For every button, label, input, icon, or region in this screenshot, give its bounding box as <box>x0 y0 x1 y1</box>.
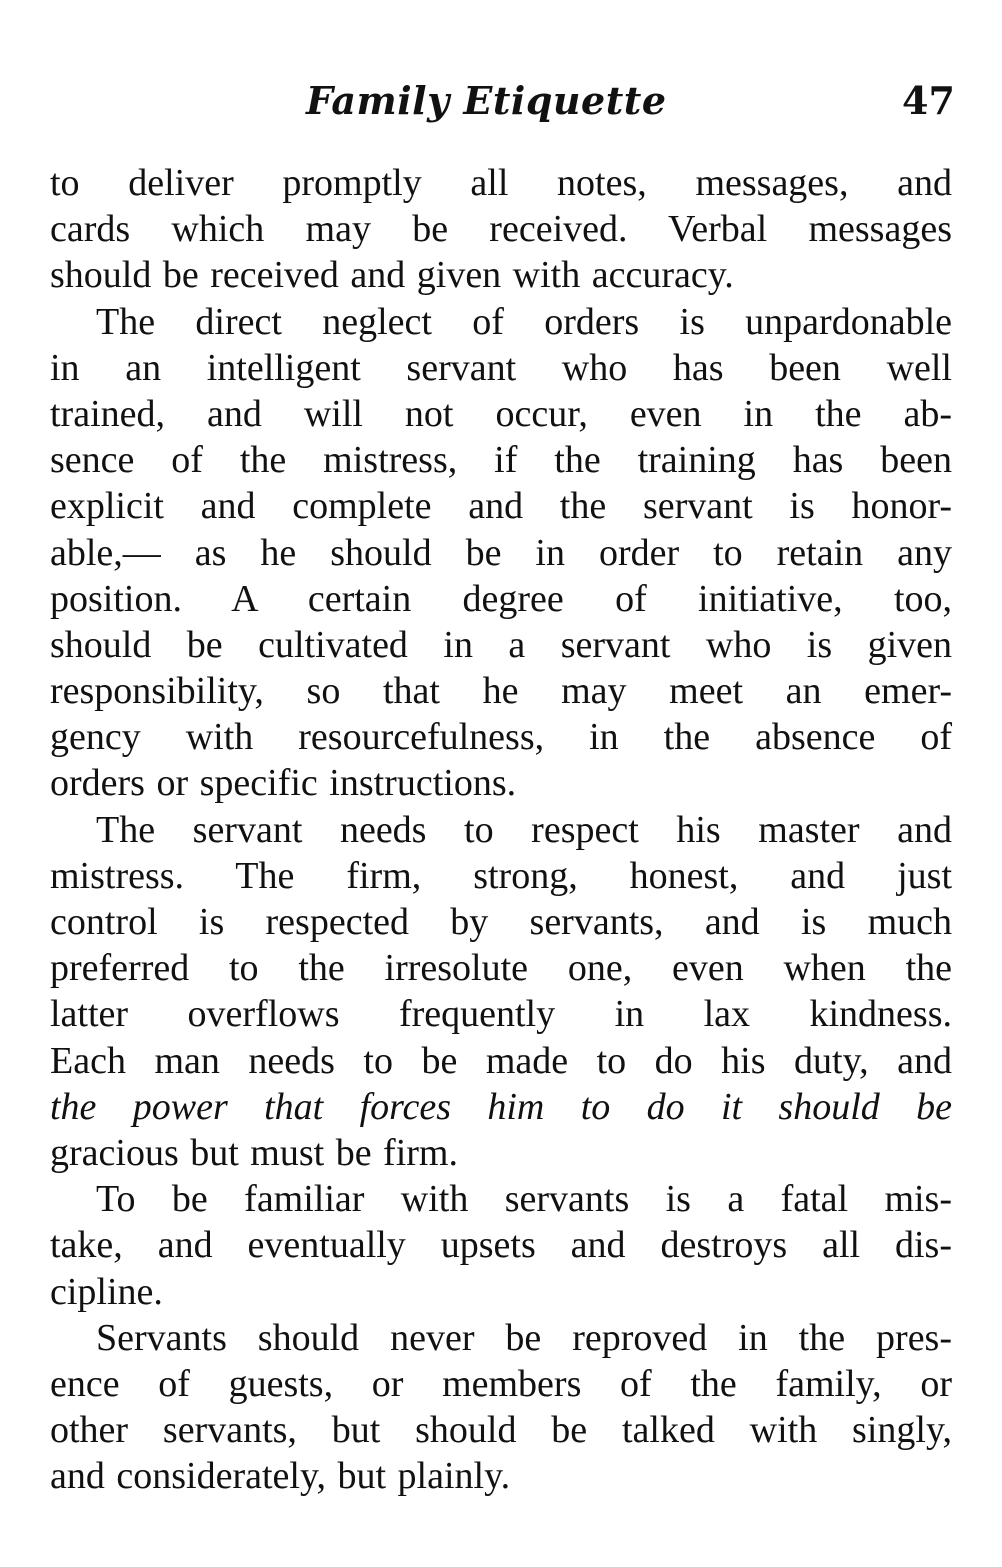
text-line: mistress. The firm, strong, honest, and just <box>50 854 952 897</box>
body-text <box>50 160 952 1499</box>
paragraph-first-line: To be familiar with servants is a fatal mis- <box>96 1178 952 1221</box>
text-line: sence of the mistress, if the training has been <box>50 439 952 482</box>
text-line: to deliver promptly all notes, messages, and <box>50 162 952 204</box>
text-line: position. A certain degree of initiative, too, <box>50 577 952 620</box>
text-line: gracious but must be firm. <box>50 1131 458 1174</box>
page-number: 47 <box>902 78 955 123</box>
running-title: Family Etiquette <box>306 78 667 123</box>
text-line: in an intelligent servant who has been well <box>50 346 952 389</box>
text-line: cipline. <box>50 1270 163 1313</box>
text-line: latter overflows frequently in lax kindness. <box>50 993 952 1036</box>
text-line: ence of guests, or members of the family, or <box>50 1362 952 1405</box>
text-line: gency with resourcefulness, in the absence of <box>50 716 952 759</box>
text-line: able,— as he should be in order to retain any <box>50 531 952 574</box>
paragraph-first-line: The direct neglect of orders is unpardonable <box>96 300 952 343</box>
text-line: explicit and complete and the servant is honor- <box>50 485 952 528</box>
text-line: take, and eventually upsets and destroys all dis- <box>50 1224 952 1267</box>
text-line: and considerately, but plainly. <box>50 1455 511 1498</box>
text-line: trained, and will not occur, even in the ab- <box>50 392 952 435</box>
text-line: should be received and given with accuracy. <box>50 254 734 297</box>
text-line: preferred to the irresolute one, even when the <box>50 947 952 990</box>
text-line: responsibility, so that he may meet an emer- <box>50 670 952 713</box>
text-line: cards which may be received. Verbal messages <box>50 208 952 251</box>
text-line: control is respected by servants, and is much <box>50 901 952 943</box>
text-line: Each man needs to be made to do his duty, and <box>50 1039 952 1082</box>
text-line: other servants, but should be talked with singly, <box>50 1409 952 1452</box>
text-line: orders or specific instructions. <box>50 762 517 805</box>
paragraph-first-line: The servant needs to respect his master and <box>96 808 952 851</box>
running-head <box>0 78 1002 134</box>
text-line: should be cultivated in a servant who is given <box>50 623 952 666</box>
text-line: the power that forces him to do it should be <box>50 1085 952 1128</box>
paragraph-first-line: Servants should never be reproved in the pres- <box>96 1316 952 1359</box>
